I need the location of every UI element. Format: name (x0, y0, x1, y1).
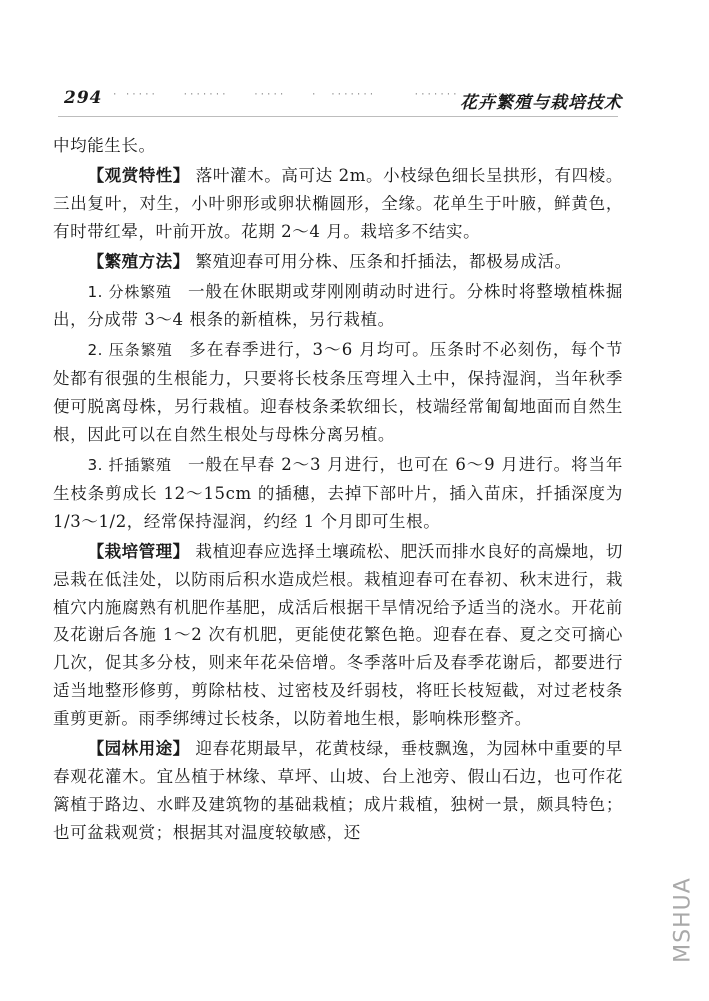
paragraph-propagation-methods (53, 248, 623, 276)
subsection-label: 2. 压条繁殖 (87, 341, 173, 360)
watermark (671, 859, 695, 981)
paragraph-text: 中均能生长。 (53, 136, 156, 155)
paragraph-cutting-propagation (53, 451, 623, 536)
header-dot-leader: · ····· ······· ····· · ······· ······· ····· (112, 90, 517, 100)
paragraph-text: 一般在早春 2～3 月进行，也可在 6～9 月进行。将当年生枝条剪成长 12～15cm 的插穗，去掉下部叶片，插入苗床，扦插深度为 1/3～1/2，经常保持湿润，约经 1 个月即可生根。 (53, 454, 623, 531)
section-heading: 【园林用途】 (87, 739, 190, 759)
running-title: 花卉繁殖与栽培技术 (460, 93, 622, 113)
paragraph-continuation (53, 132, 623, 160)
paragraph-landscape-use (53, 735, 623, 847)
subsection-label: 3. 扦插繁殖 (87, 455, 172, 474)
watermark-text: MSHUA (670, 877, 696, 963)
section-heading: 【观赏特性】 (87, 165, 190, 185)
paragraph-text: 落叶灌木。高可达 2m。小枝绿色细长呈拱形，有四棱。三出复叶，对生，小叶卵形或卵状椭圆形，全缘。花单生于叶腋，鲜黄色，有时带红晕，叶前开放。花期 2～4 月。栽培多不结实。 (53, 165, 623, 241)
page-header (64, 88, 622, 114)
paragraph-text: 繁殖迎春可用分株、压条和扦插法，都极易成活。 (195, 251, 572, 271)
page-number: 294 (64, 88, 103, 108)
paragraph-layering-propagation (53, 336, 623, 449)
section-heading: 【繁殖方法】 (87, 251, 190, 271)
paragraph-ornamental-features (53, 162, 623, 246)
subsection-label: 1. 分株繁殖 (87, 282, 172, 301)
header-rule (58, 116, 618, 117)
paragraph-text: 一般在休眠期或芽刚刚萌动时进行。分株时将整墩植株掘出，分成带 3～4 根条的新植株，另行栽植。 (53, 281, 623, 330)
paragraph-text: 栽植迎春应选择土壤疏松、肥沃而排水良好的高燥地，切忌栽在低洼处，以防雨后积水造成烂根。栽植迎春可在春初、秋末进行，栽植穴内施腐熟有机肥作基肥，成活后根据干旱情况给予适当的浇水。开花前及花谢后各施 1～2 次有机肥，更能使花繁色艳。迎春在春、夏之交可摘心几次，促其多分枝，则来年花朵倍增。冬季落叶后及春季花谢后，都要进行适当地整形修剪，剪除枯枝、过密枝及纤弱枝，将旺长枝短截，对过老枝条重剪更新。雨季绑缚过长枝条，以防着地生根，影响株形整齐。 (53, 541, 623, 729)
paragraph-division-propagation (53, 278, 623, 335)
page-body (53, 132, 623, 849)
section-heading: 【栽培管理】 (87, 541, 190, 561)
paragraph-text: 迎春花期最早，花黄枝绿，垂枝飘逸，为园林中重要的早春观花灌木。宜丛植于林缘、草坪、山坡、台上池旁、假山石边，也可作花篱植于路边、水畔及建筑物的基础栽植；成片栽植，独树一景，颇具特色；也可盆栽观赏；根据其对温度较敏感，还 (53, 739, 623, 842)
paragraph-cultivation-management (53, 538, 623, 733)
paragraph-text: 多在春季进行，3～6 月均可。压条时不必刻伤，每个节处都有很强的生根能力，只要将长枝条压弯埋入土中，保持湿润，当年秋季便可脱离母株，另行栽植。迎春枝条柔软细长，枝端经常匍匐地面而自然生根，因此可以在自然生根处与母株分离另植。 (53, 340, 623, 445)
